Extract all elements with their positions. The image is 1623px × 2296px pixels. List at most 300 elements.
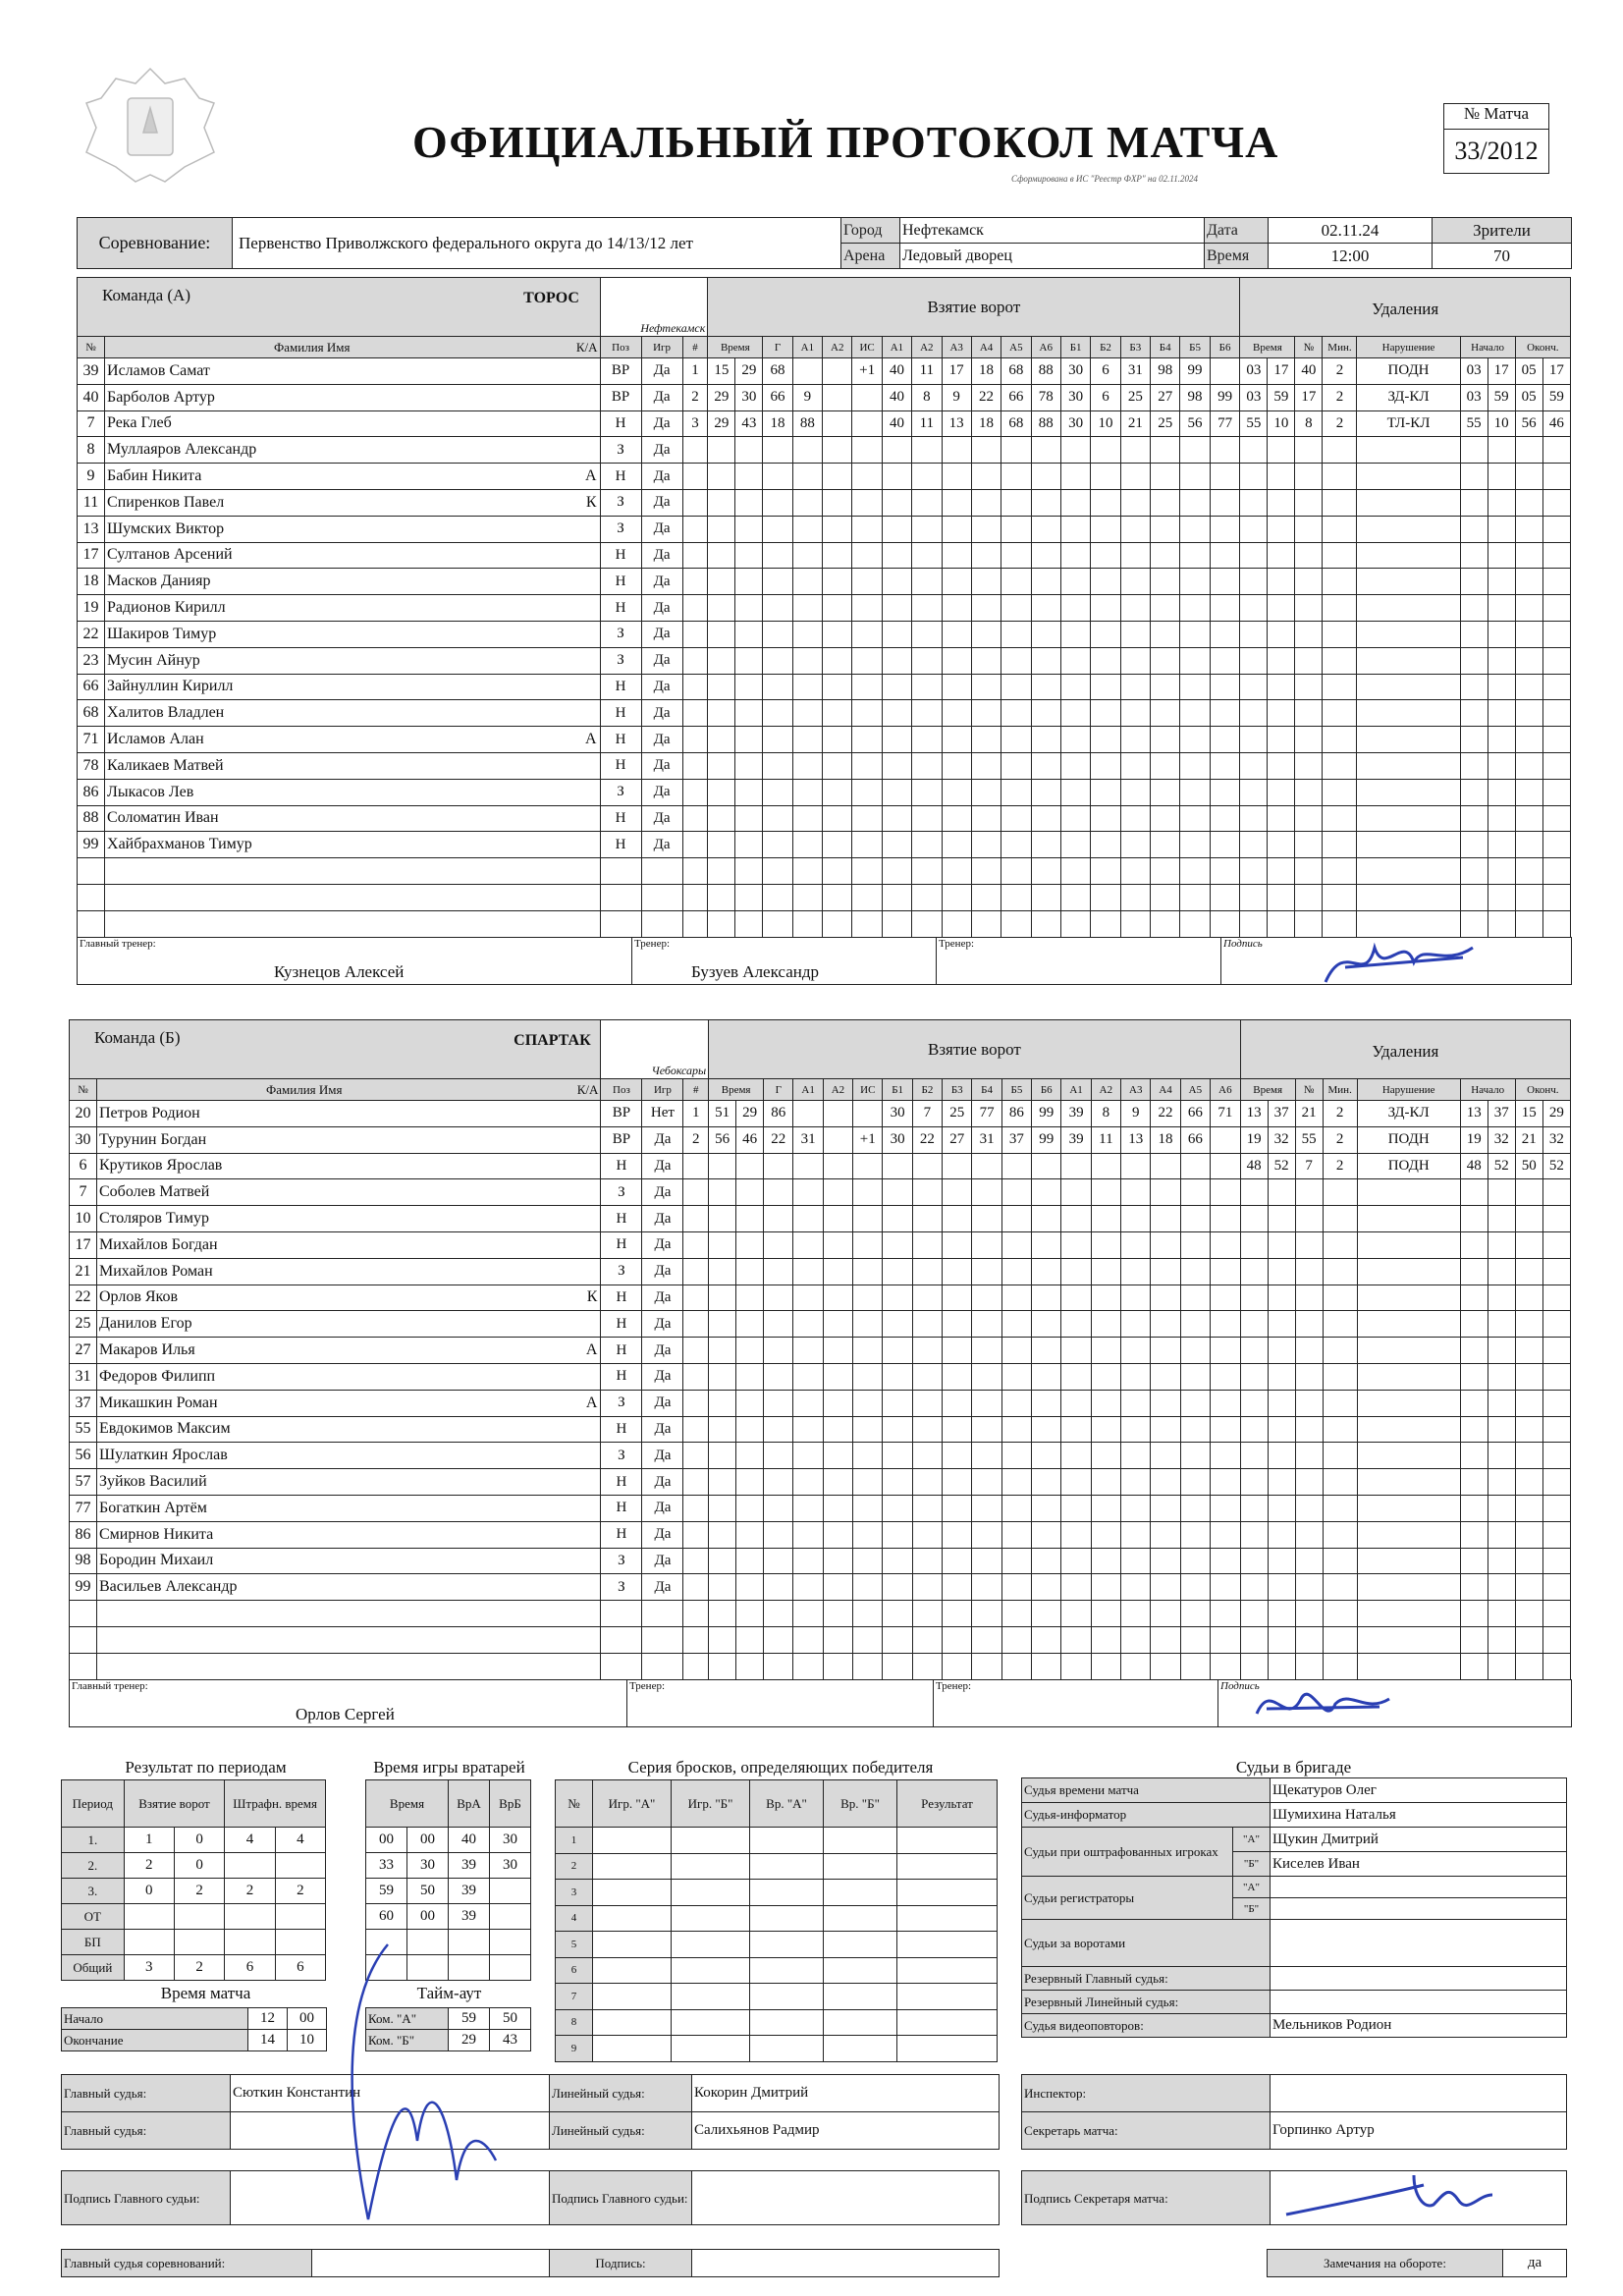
player-name-cell bbox=[105, 384, 601, 410]
periods-title: Результат по периодам bbox=[125, 1758, 287, 1777]
shootout-cell bbox=[593, 1984, 672, 2010]
goal-cell bbox=[736, 1521, 764, 1548]
goal-cell bbox=[1031, 832, 1060, 858]
goal-cell bbox=[883, 1206, 912, 1232]
player-name: Петров Родион bbox=[99, 1104, 200, 1121]
goal-cell bbox=[882, 910, 911, 937]
goal-cell bbox=[1001, 1548, 1031, 1574]
penalty-cell: 52 bbox=[1542, 1153, 1570, 1179]
col-name-label: Фамилия Имя bbox=[266, 1081, 343, 1097]
goal-cell bbox=[1211, 1206, 1241, 1232]
penalty-cell bbox=[1488, 779, 1515, 805]
penalty-cell bbox=[1515, 621, 1542, 647]
goal-cell bbox=[1151, 779, 1180, 805]
penalty-cell bbox=[1357, 1179, 1460, 1206]
goal-cell bbox=[1151, 569, 1180, 595]
goal-cell bbox=[1060, 727, 1090, 753]
goal-cell bbox=[823, 516, 852, 542]
player-name: Спиренков Павел bbox=[107, 493, 225, 511]
goal-cell bbox=[1151, 595, 1180, 622]
goal-cell bbox=[971, 779, 1001, 805]
goal-cell bbox=[1091, 1231, 1120, 1258]
player-position: Н bbox=[601, 1285, 642, 1311]
penalty-cell bbox=[1357, 1231, 1460, 1258]
penalty-cell bbox=[1357, 1469, 1460, 1496]
penalty-cell bbox=[1357, 1626, 1460, 1653]
goal-cell bbox=[1210, 489, 1240, 516]
col-onice-a: А6 bbox=[1031, 337, 1060, 358]
penalty-cell bbox=[1240, 1601, 1268, 1627]
player-number: 22 bbox=[70, 1285, 97, 1311]
goal-cell bbox=[1091, 1548, 1120, 1574]
goal-cell bbox=[736, 1495, 764, 1521]
goal-cell bbox=[735, 464, 763, 490]
goal-cell bbox=[882, 647, 911, 674]
penalty-cell bbox=[1488, 1574, 1515, 1601]
goal-cell bbox=[1120, 621, 1150, 647]
penalty-cell bbox=[1515, 489, 1542, 516]
penalty-cell bbox=[1323, 621, 1357, 647]
goal-cell bbox=[1091, 1521, 1120, 1548]
penalty-cell bbox=[1240, 1311, 1268, 1338]
penalty-cell bbox=[1515, 1311, 1542, 1338]
shootout-cell bbox=[750, 1984, 824, 2010]
goal-cell bbox=[853, 1653, 883, 1679]
player-name-cell bbox=[105, 805, 601, 832]
goal-cell bbox=[1151, 1521, 1180, 1548]
penalty-cell bbox=[1488, 542, 1515, 569]
player-number: 25 bbox=[70, 1311, 97, 1338]
goal-cell bbox=[823, 1574, 852, 1601]
penalty-cell bbox=[1295, 1179, 1323, 1206]
goal-cell bbox=[1121, 1206, 1151, 1232]
player-number: 99 bbox=[70, 1574, 97, 1601]
goal-cell bbox=[1211, 1311, 1241, 1338]
penalty-cell bbox=[1542, 805, 1570, 832]
goal-cell bbox=[882, 779, 911, 805]
penalty-cell bbox=[1240, 1495, 1268, 1521]
player-position: Н bbox=[601, 1495, 642, 1521]
goal-cell bbox=[763, 569, 792, 595]
goal-cell bbox=[1091, 700, 1120, 727]
penalty-cell bbox=[1323, 1338, 1357, 1364]
goal-cell bbox=[972, 1153, 1001, 1179]
player-name: Масков Данияр bbox=[107, 573, 211, 590]
penalty-cell bbox=[1268, 1443, 1295, 1469]
period-cell: 4 bbox=[225, 1828, 275, 1853]
penalty-cell: 59 bbox=[1488, 384, 1515, 410]
player-position: З bbox=[601, 1258, 642, 1285]
col-onice-a: Б4 bbox=[972, 1079, 1001, 1101]
penalty-cell: 15 bbox=[1515, 1101, 1542, 1127]
goal-cell bbox=[793, 1206, 823, 1232]
goal-cell bbox=[1032, 1285, 1061, 1311]
goal-cell bbox=[792, 621, 822, 647]
penalty-cell bbox=[1240, 1338, 1268, 1364]
period-cell: 2 bbox=[174, 1955, 224, 1981]
goal-cell bbox=[972, 1416, 1001, 1443]
sign-label: Подпись bbox=[1220, 1679, 1260, 1692]
player-row bbox=[78, 752, 1571, 779]
penalty-cell bbox=[1515, 1416, 1542, 1443]
goal-cell bbox=[1121, 1338, 1151, 1364]
penalty-cell bbox=[1542, 1469, 1570, 1496]
goal-cell bbox=[1211, 1338, 1241, 1364]
goal-cell bbox=[708, 884, 735, 910]
shootout-cell bbox=[672, 1880, 750, 1906]
penalty-cell bbox=[1295, 1231, 1323, 1258]
goal-cell bbox=[735, 884, 763, 910]
goal-cell bbox=[1151, 884, 1180, 910]
goal-cell bbox=[682, 805, 708, 832]
penalty-cell bbox=[1460, 832, 1488, 858]
goal-cell bbox=[683, 1601, 709, 1627]
comp-sign-field bbox=[692, 2250, 1000, 2277]
goal-cell bbox=[682, 516, 708, 542]
goal-cell bbox=[736, 1258, 764, 1285]
player-row bbox=[70, 1285, 1571, 1311]
team_a-label: Команда (А) bbox=[78, 278, 601, 337]
periods-col-period: Период bbox=[62, 1780, 125, 1828]
goal-cell bbox=[709, 1179, 736, 1206]
player-name: Хайбрахманов Тимур bbox=[107, 836, 252, 853]
goal-cell bbox=[682, 779, 708, 805]
player-position: Н bbox=[601, 1363, 642, 1390]
penalty-cell: ПОДН bbox=[1357, 1153, 1460, 1179]
penalty-cell bbox=[1323, 516, 1357, 542]
player-role: К bbox=[586, 1288, 598, 1306]
goal-cell bbox=[708, 621, 735, 647]
empty-cell bbox=[105, 858, 601, 885]
timeout-a-sec: 50 bbox=[490, 2008, 531, 2030]
coach2-label: Тренер: bbox=[939, 937, 975, 950]
official-goal-judges bbox=[1271, 1920, 1567, 1967]
goal-cell bbox=[853, 1390, 883, 1416]
player-number: 19 bbox=[78, 595, 105, 622]
goal-cell bbox=[823, 674, 852, 700]
goal-cell bbox=[852, 832, 882, 858]
goal-cell bbox=[1121, 1390, 1151, 1416]
player-name-cell bbox=[97, 1363, 601, 1390]
goal-cell bbox=[792, 489, 822, 516]
penalty-cell bbox=[1240, 1443, 1268, 1469]
goal-cell bbox=[682, 647, 708, 674]
penalty-cell: 03 bbox=[1240, 358, 1268, 385]
official-video: Мельников Родион bbox=[1271, 2014, 1567, 2038]
penalty-cell bbox=[1460, 1231, 1488, 1258]
coach2-label: Тренер: bbox=[936, 1679, 972, 1692]
goal-cell: 18 bbox=[971, 410, 1001, 437]
goal-cell bbox=[1032, 1179, 1061, 1206]
penalty-cell bbox=[1488, 805, 1515, 832]
goal-cell bbox=[912, 1258, 942, 1285]
player-name: Зуйков Василий bbox=[99, 1473, 207, 1491]
goal-cell bbox=[943, 1363, 972, 1390]
goal-cell: 99 bbox=[1032, 1126, 1061, 1153]
goal-cell bbox=[1121, 1258, 1151, 1285]
player-row bbox=[78, 516, 1571, 542]
periods-col-pim: Штрафн. время bbox=[225, 1780, 326, 1828]
penalty-cell bbox=[1357, 805, 1460, 832]
goal-cell bbox=[763, 621, 792, 647]
period-cell: 6 bbox=[225, 1955, 275, 1981]
penalty-cell bbox=[1515, 1363, 1542, 1390]
goal-cell bbox=[883, 1258, 912, 1285]
penalty-cell bbox=[1460, 752, 1488, 779]
shootout-col: Результат bbox=[897, 1780, 998, 1828]
period-cell: 2 bbox=[225, 1879, 275, 1904]
goal-cell bbox=[763, 884, 792, 910]
player-number: 27 bbox=[70, 1338, 97, 1364]
goal-cell bbox=[971, 884, 1001, 910]
player-name-cell bbox=[97, 1258, 601, 1285]
goal-cell: 56 bbox=[1180, 410, 1210, 437]
goal-cell bbox=[943, 1626, 972, 1653]
main-referee-1: Сюткин Константин bbox=[231, 2075, 550, 2112]
penalty-cell bbox=[1488, 832, 1515, 858]
team_b-head-coach-cell bbox=[70, 1679, 627, 1726]
penalty-cell bbox=[1240, 489, 1268, 516]
goal-cell bbox=[912, 805, 942, 832]
goal-cell bbox=[763, 437, 792, 464]
goal-cell bbox=[823, 595, 852, 622]
goal-cell bbox=[708, 805, 735, 832]
goal-cell bbox=[943, 1601, 972, 1627]
player-position: Н bbox=[601, 1469, 642, 1496]
player-name-cell bbox=[97, 1390, 601, 1416]
penalty-cell: ТЛ-КЛ bbox=[1357, 410, 1460, 437]
goal-cell bbox=[912, 727, 942, 753]
penalty-cell: 52 bbox=[1268, 1153, 1295, 1179]
goal-cell bbox=[883, 1574, 912, 1601]
goal-cell bbox=[735, 595, 763, 622]
penalty-cell bbox=[1515, 1258, 1542, 1285]
player-row bbox=[70, 1153, 1571, 1179]
goal-cell bbox=[943, 1548, 972, 1574]
penalty-cell bbox=[1542, 1311, 1570, 1338]
penalty-cell bbox=[1268, 1363, 1295, 1390]
col-pen-num: № bbox=[1295, 1079, 1323, 1101]
goal-cell bbox=[708, 464, 735, 490]
goal-cell: 30 bbox=[1060, 384, 1090, 410]
goal-cell bbox=[1180, 1206, 1210, 1232]
empty-cell bbox=[600, 910, 641, 937]
player-played: Да bbox=[641, 489, 682, 516]
goal-cell: 27 bbox=[943, 1126, 972, 1153]
goal-cell bbox=[1091, 542, 1120, 569]
goal-cell bbox=[1001, 1626, 1031, 1653]
goal-cell bbox=[972, 1311, 1001, 1338]
timeout-b-sec: 43 bbox=[490, 2030, 531, 2051]
player-name: Смирнов Никита bbox=[99, 1525, 214, 1543]
goal-cell bbox=[682, 489, 708, 516]
penalty-cell bbox=[1295, 858, 1323, 885]
goal-cell bbox=[708, 516, 735, 542]
penalty-cell: 37 bbox=[1488, 1101, 1515, 1127]
time-label: Время bbox=[1205, 244, 1269, 269]
penalty-cell bbox=[1357, 1601, 1460, 1627]
penalty-cell bbox=[1323, 1521, 1357, 1548]
penalty-cell bbox=[1460, 1495, 1488, 1521]
shootout-cell bbox=[824, 1957, 897, 1984]
goal-cell bbox=[912, 910, 942, 937]
shootout-col: Игр. "А" bbox=[593, 1780, 672, 1828]
penalty-cell bbox=[1240, 700, 1268, 727]
shootout-cell bbox=[593, 1905, 672, 1932]
team_a-name-cell bbox=[523, 278, 708, 337]
penalty-cell bbox=[1240, 1179, 1268, 1206]
penalty-cell: 37 bbox=[1268, 1101, 1295, 1127]
penalty-cell bbox=[1323, 1311, 1357, 1338]
goal-cell bbox=[883, 1153, 912, 1179]
penalty-cell: 13 bbox=[1240, 1101, 1268, 1127]
player-played: Да bbox=[641, 700, 682, 727]
goal-cell bbox=[912, 1285, 942, 1311]
penalty-cell bbox=[1295, 1601, 1323, 1627]
goal-cell: 68 bbox=[1001, 358, 1031, 385]
penalty-cell bbox=[1357, 621, 1460, 647]
col-onice-b: Б3 bbox=[1120, 337, 1150, 358]
goal-cell bbox=[912, 1363, 942, 1390]
penalty-cell bbox=[1268, 1626, 1295, 1653]
player-name: Васильев Александр bbox=[99, 1578, 238, 1596]
period-cell: 2 bbox=[174, 1879, 224, 1904]
goal-cell bbox=[823, 1311, 852, 1338]
goal-cell bbox=[912, 1469, 942, 1496]
goal-cell bbox=[1211, 1285, 1241, 1311]
goal-cell bbox=[683, 1548, 709, 1574]
goal-cell bbox=[735, 727, 763, 753]
goal-cell bbox=[852, 700, 882, 727]
player-played: Да bbox=[641, 805, 682, 832]
penalty-cell: ЗД-КЛ bbox=[1357, 1101, 1460, 1127]
player-name: Федоров Филипп bbox=[99, 1367, 216, 1385]
penalty-cell bbox=[1323, 805, 1357, 832]
goal-cell bbox=[882, 464, 911, 490]
remarks-value: да bbox=[1503, 2250, 1567, 2277]
goal-cell bbox=[736, 1153, 764, 1179]
penalty-cell bbox=[1542, 910, 1570, 937]
penalty-cell bbox=[1268, 884, 1295, 910]
goal-cell: 9 bbox=[792, 384, 822, 410]
shootout-cell bbox=[593, 1957, 672, 1984]
team-a-section bbox=[77, 277, 1571, 985]
penalty-cell bbox=[1542, 1626, 1570, 1653]
goal-cell bbox=[882, 805, 911, 832]
goal-cell bbox=[736, 1416, 764, 1443]
shootout-num: 6 bbox=[556, 1957, 593, 1984]
goal-cell bbox=[1210, 674, 1240, 700]
goal-cell bbox=[1091, 1626, 1120, 1653]
goal-cell bbox=[793, 1601, 823, 1627]
goal-cell bbox=[1091, 1363, 1120, 1390]
goal-cell bbox=[853, 1153, 883, 1179]
penalty-cell bbox=[1460, 569, 1488, 595]
goal-cell bbox=[883, 1390, 912, 1416]
shootout-cell bbox=[824, 1880, 897, 1906]
penalty-cell bbox=[1295, 1338, 1323, 1364]
goal-cell bbox=[792, 464, 822, 490]
goal-cell bbox=[683, 1363, 709, 1390]
shootout-cell bbox=[672, 2009, 750, 2036]
goal-cell bbox=[1121, 1231, 1151, 1258]
goalie-row bbox=[366, 1879, 531, 1904]
player-number: 56 bbox=[70, 1443, 97, 1469]
goal-cell bbox=[912, 1574, 942, 1601]
goal-cell: 98 bbox=[1180, 384, 1210, 410]
penalty-cell bbox=[1357, 595, 1460, 622]
goal-cell bbox=[1121, 1153, 1151, 1179]
penalty-cell bbox=[1460, 437, 1488, 464]
player-number: 9 bbox=[78, 464, 105, 490]
penalty-cell bbox=[1268, 437, 1295, 464]
player-position: Н bbox=[601, 1416, 642, 1443]
period-cell: 2 bbox=[275, 1879, 325, 1904]
goalie-cell: 39 bbox=[449, 1853, 490, 1879]
penalty-cell bbox=[1542, 884, 1570, 910]
goal-cell bbox=[1091, 752, 1120, 779]
goal-cell: 88 bbox=[792, 410, 822, 437]
penalty-cell bbox=[1268, 542, 1295, 569]
player-played: Нет bbox=[642, 1101, 683, 1127]
goal-cell bbox=[708, 542, 735, 569]
penalty-cell bbox=[1460, 1521, 1488, 1548]
penalty-cell: 55 bbox=[1240, 410, 1268, 437]
goal-cell bbox=[853, 1101, 883, 1127]
shootout-num: 3 bbox=[556, 1880, 593, 1906]
goal-cell bbox=[1001, 674, 1031, 700]
goal-cell bbox=[1151, 1153, 1180, 1179]
player-played: Да bbox=[641, 779, 682, 805]
shootout-col: Вр. "Б" bbox=[824, 1780, 897, 1828]
penalty-cell: 05 bbox=[1515, 358, 1542, 385]
player-position: Н bbox=[601, 1311, 642, 1338]
goal-cell bbox=[1061, 1363, 1091, 1390]
player-number: 99 bbox=[78, 832, 105, 858]
goal-cell bbox=[736, 1363, 764, 1390]
goal-cell bbox=[1210, 595, 1240, 622]
penalty-cell: 21 bbox=[1515, 1126, 1542, 1153]
player-position: Н bbox=[601, 1206, 642, 1232]
player-position: ВР bbox=[600, 384, 641, 410]
goal-cell bbox=[1151, 1416, 1180, 1443]
page-title: ОФИЦИАЛЬНЫЙ ПРОТОКОЛ МАТЧА bbox=[412, 117, 1279, 167]
penalty-cell bbox=[1323, 1469, 1357, 1496]
penalty-cell bbox=[1268, 1179, 1295, 1206]
player-role: А bbox=[584, 467, 597, 485]
goal-cell: 22 bbox=[1151, 1101, 1180, 1127]
goal-cell bbox=[1121, 1416, 1151, 1443]
player-name: Река Глеб bbox=[107, 414, 172, 432]
penalty-cell bbox=[1268, 1574, 1295, 1601]
player-played: Да bbox=[641, 384, 682, 410]
penalty-cell bbox=[1295, 1443, 1323, 1469]
official-announcer: Шумихина Наталья bbox=[1271, 1803, 1567, 1828]
shootout-cell bbox=[897, 1984, 998, 2010]
penalty-cell bbox=[1357, 542, 1460, 569]
goal-cell bbox=[1211, 1626, 1241, 1653]
penalty-cell bbox=[1460, 1443, 1488, 1469]
goal-cell bbox=[852, 410, 882, 437]
penalty-cell bbox=[1323, 674, 1357, 700]
main-referee-signature bbox=[329, 1925, 506, 2249]
goal-cell: 88 bbox=[1031, 358, 1060, 385]
goal-cell bbox=[1032, 1574, 1061, 1601]
goal-cell bbox=[852, 569, 882, 595]
goal-cell: 46 bbox=[736, 1126, 764, 1153]
player-row bbox=[78, 700, 1571, 727]
goal-cell: 30 bbox=[883, 1101, 912, 1127]
